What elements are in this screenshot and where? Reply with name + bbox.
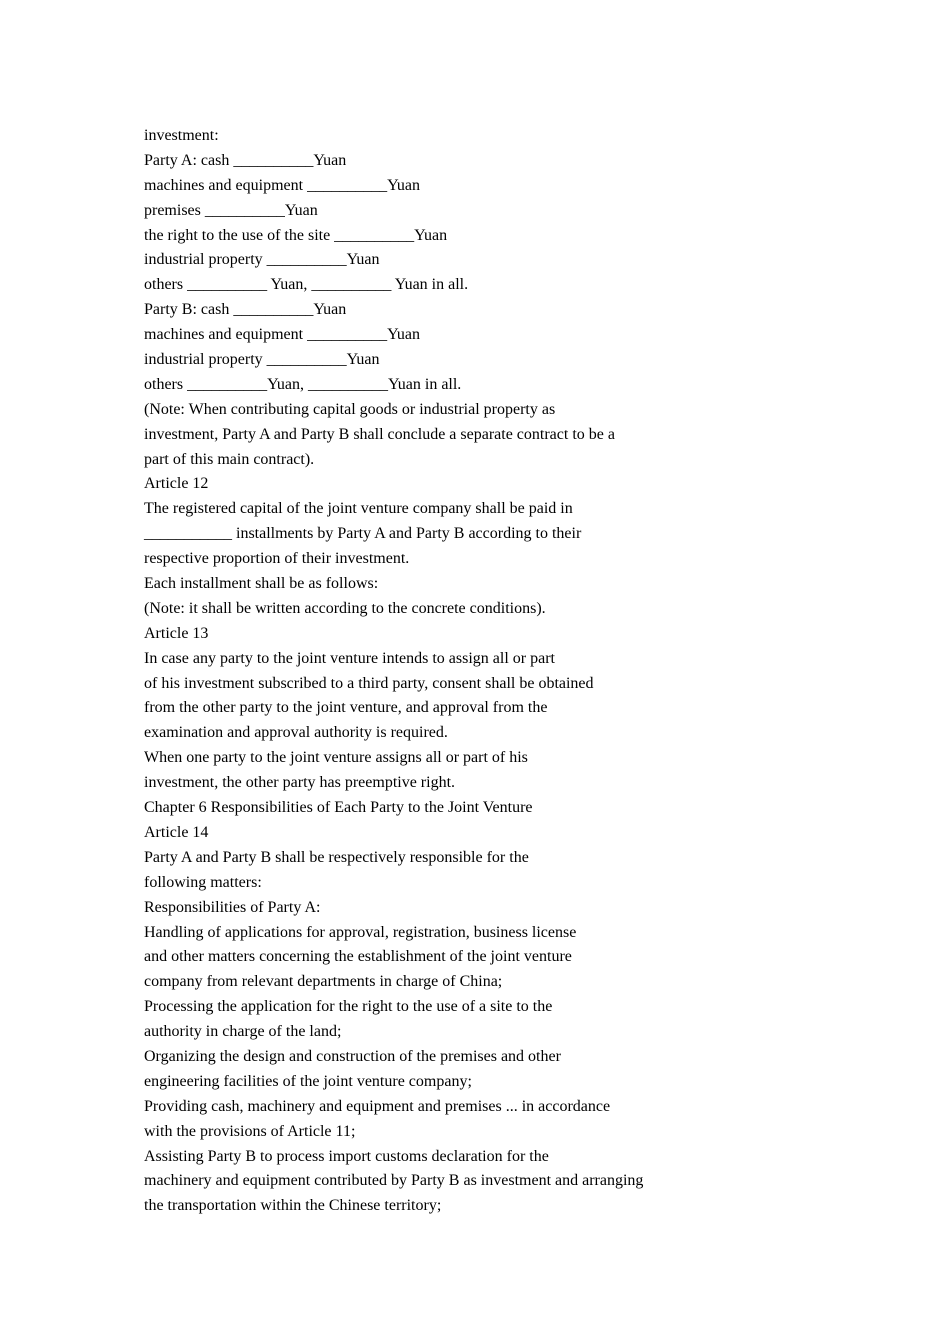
text-line: Article 13 xyxy=(144,624,209,642)
text-line: of his investment subscribed to a third party, consent shall be obtained xyxy=(144,674,594,692)
text-line: Handling of applications for approval, registration, business license xyxy=(144,923,577,941)
text-line: engineering facilities of the joint venture company; xyxy=(144,1072,472,1090)
text-line: Responsibilities of Party A: xyxy=(144,898,321,916)
text-line: and other matters concerning the establishment of the joint venture xyxy=(144,948,572,966)
text-line: Processing the application for the right to the use of a site to the xyxy=(144,998,553,1016)
text-line: industrial property __________Yuan xyxy=(144,251,380,269)
text-line: Party A and Party B shall be respectively responsible for the xyxy=(144,848,529,866)
text-line: Assisting Party B to process import customs declaration for the xyxy=(144,1147,549,1165)
text-line: company from relevant departments in charge of China; xyxy=(144,973,503,991)
text-line: the right to the use of the site __________Yuan xyxy=(144,226,448,244)
contract-text xyxy=(144,124,844,1219)
text-line: industrial property __________Yuan xyxy=(144,351,380,369)
text-line: When one party to the joint venture assigns all or part of his xyxy=(144,749,528,767)
text-line: (Note: When contributing capital goods or industrial property as xyxy=(144,400,556,418)
text-line: Article 14 xyxy=(144,823,209,841)
text-line: The registered capital of the joint venture company shall be paid in xyxy=(144,500,573,518)
text-line: others __________ Yuan, __________ Yuan in all. xyxy=(144,276,469,294)
text-line: machines and equipment __________Yuan xyxy=(144,176,420,194)
text-line: following matters: xyxy=(144,873,262,891)
text-line: others __________Yuan, __________Yuan in all. xyxy=(144,375,462,393)
text-line: with the provisions of Article 11; xyxy=(144,1122,356,1140)
text-line: authority in charge of the land; xyxy=(144,1023,342,1041)
text-line: Each installment shall be as follows: xyxy=(144,575,379,593)
text-line: Party A: cash __________Yuan xyxy=(144,151,347,169)
text-line: In case any party to the joint venture intends to assign all or part xyxy=(144,649,555,667)
text-line: respective proportion of their investment. xyxy=(144,550,410,568)
text-line: Organizing the design and construction of the premises and other xyxy=(144,1047,561,1065)
text-line: investment, the other party has preemptive right. xyxy=(144,774,456,792)
text-line: machinery and equipment contributed by Party B as investment and arranging xyxy=(144,1172,644,1190)
text-line: examination and approval authority is required. xyxy=(144,724,448,742)
text-line: part of this main contract). xyxy=(144,450,315,468)
text-line: ___________ installments by Party A and Party B according to their xyxy=(144,525,582,543)
text-line: investment: xyxy=(144,127,219,144)
text-line: from the other party to the joint venture, and approval from the xyxy=(144,699,548,717)
text-line: Chapter 6 Responsibilities of Each Party to the Joint Venture xyxy=(144,799,533,817)
text-line: machines and equipment __________Yuan xyxy=(144,326,420,344)
text-line: (Note: it shall be written according to the concrete conditions). xyxy=(144,599,546,617)
text-line: Providing cash, machinery and equipment and premises ... in accordance xyxy=(144,1097,611,1115)
text-line: Article 12 xyxy=(144,475,209,493)
text-line: premises __________Yuan xyxy=(144,201,318,219)
text-line: the transportation within the Chinese territory; xyxy=(144,1197,442,1215)
text-line: investment, Party A and Party B shall conclude a separate contract to be a xyxy=(144,425,615,443)
text-line: Party B: cash __________Yuan xyxy=(144,301,347,319)
